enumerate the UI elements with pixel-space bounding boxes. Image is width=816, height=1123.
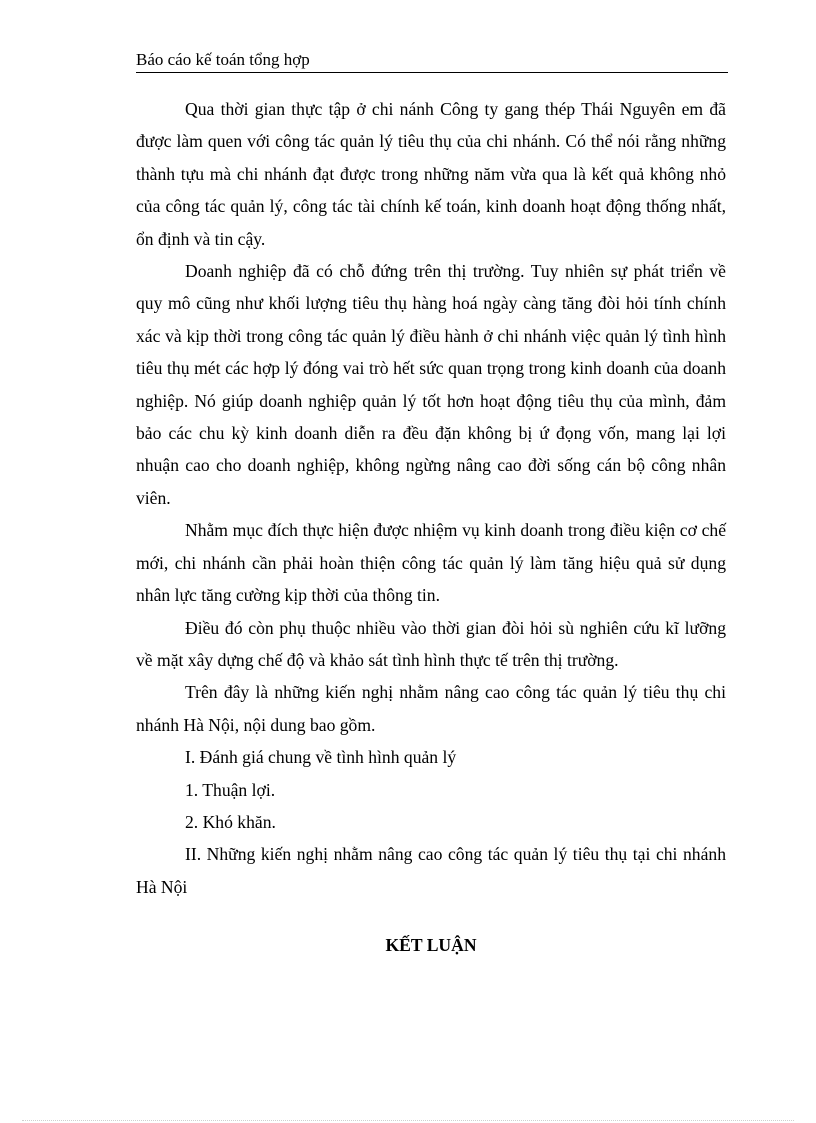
outline-item-1: I. Đánh giá chung về tình hình quản lý — [185, 747, 457, 768]
outline-item-2: II. Những kiến nghị nhằm nâng cao công tác quản lý tiêu thụ tại chi nhánh Hà Nội — [136, 844, 726, 897]
paragraph-purpose: Nhằm mục đích thực hiện được nhiệm vụ kinh doanh trong điều kiện cơ chế mới, chi nhánh cần phải hoàn thiện công tác quản lý làm tăng hiệu quả sử dụng nhân lực tăng cường kịp thời của thông tin. — [136, 520, 726, 606]
outline-item-1-1: 1. Thuận lợi. — [185, 779, 276, 800]
page-bottom-rule — [22, 1120, 794, 1121]
paragraph-contents-intro: Trên đây là những kiến nghị nhằm nâng cao công tác quản lý tiêu thụ chi nhánh Hà Nội, nội dung bao gồm. — [136, 682, 726, 735]
paragraph-market: Doanh nghiệp đã có chỗ đứng trên thị trường. Tuy nhiên sự phát triển về quy mô cũng như khối lượng tiêu thụ hàng hoá ngày càng tăng đòi hỏi tính chính xác và kịp thời trong công tác quản lý điều hành ở chi nhánh việc quản lý tình hình tiêu thụ mét các hợp lý đóng vai trò hết sức quan trọng trong kinh doanh của doanh nghiệp. Nó giúp doanh nghiệp quản lý tốt hơn hoạt động tiêu thụ của mình, đảm bảo các chu kỳ kinh doanh diễn ra đều đặn không bị ứ đọng vốn, mang lại lợi nhuận cao cho doanh nghiệp, không ngừng nâng cao đời sống cán bộ công nhân viên. — [136, 261, 726, 508]
section-heading: KẾT LUẬN — [385, 935, 477, 955]
outline-item-1-2: 2. Khó khăn. — [185, 811, 276, 832]
page-header: Báo cáo kế toán tổng hợp — [136, 49, 728, 73]
paragraph-dependency: Điều đó còn phụ thuộc nhiều vào thời gian đòi hỏi sù nghiên cứu kĩ lưỡng về mặt xây dựng chế độ và khảo sát tình hình thực tế trên thị trường. — [136, 617, 726, 670]
document-body — [136, 93, 726, 903]
paragraph-intro: Qua thời gian thực tập ở chi nánh Công ty gang thép Thái Nguyên em đã được làm quen với công tác quản lý tiêu thụ của chi nhánh. Có thể nói rằng những thành tựu mà chi nhánh đạt được trong những năm vừa qua là kết quả không nhỏ của công tác quản lý, công tác tài chính kế toán, kinh doanh hoạt động thống nhất, ổn định và tin cậy. — [136, 99, 726, 249]
